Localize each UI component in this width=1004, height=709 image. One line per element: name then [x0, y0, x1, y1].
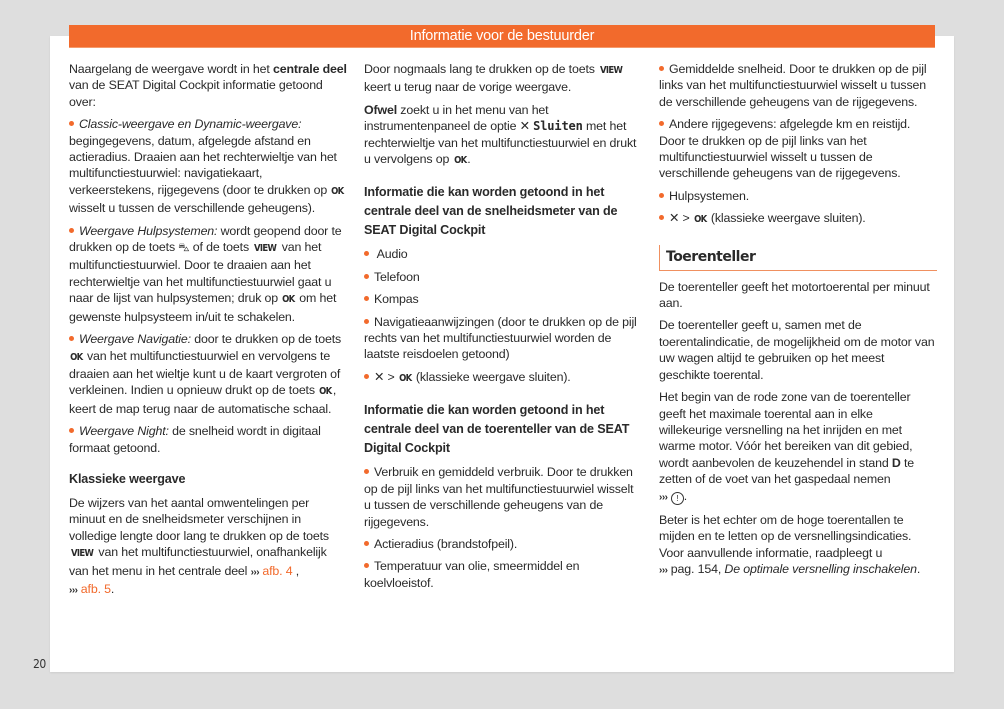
close-x-icon: ✕ [374, 369, 385, 384]
list-item: Weergave Night: de snelheid wordt in digitaal formaat getoond. [69, 424, 321, 455]
bullet-icon [69, 336, 74, 341]
ok-key-icon: OK [282, 294, 295, 306]
warning-circle-icon: ! [671, 492, 684, 505]
list-item: ✕ > OK (klassieke weergave sluiten). [364, 369, 642, 387]
close-x-icon: ✕ [669, 211, 680, 226]
page-reference-link[interactable]: De optimale versnelling inschakelen [724, 562, 917, 577]
reference-arrows-icon: ››› [250, 566, 260, 578]
ok-key-icon: OK [70, 351, 83, 363]
view-key-icon: VIEW [70, 548, 94, 560]
column-2 [364, 61, 642, 597]
bullet-icon [659, 66, 664, 71]
reference-arrows-icon: ››› [659, 565, 668, 577]
paragraph: De toerenteller geeft u, samen met de toerentalindicatie, de mogelijkheid om de motor van uw wagen altijd te gebruiken op het meest geschikte toerental. [659, 318, 935, 382]
ok-key-icon: OK [331, 185, 344, 197]
bullet-icon [659, 121, 664, 126]
paragraph: Door nogmaals lang te drukken op de toets VIEW keert u terug naar de vorige weergave. [364, 62, 623, 95]
list-item: Actieradius (brandstofpeil). [364, 536, 642, 552]
heading-klassieke-weergave: Klassieke weergave [69, 471, 186, 486]
figure-link-5[interactable]: afb. 5 [80, 581, 111, 596]
paragraph: Het begin van de rode zone van de toerenteller geeft het maximale toerental aan in elke willekeurige versnelling na het inrijden en met warme motor. Vóór het bereiken van dit gebied, wordt aanbevolen de keuzehendel in stand D te zetten of de voet van het gaspedaal nemen ››› ! . [659, 390, 915, 503]
column-1 [69, 61, 347, 605]
bullet-icon [69, 121, 74, 126]
bullet-icon [69, 428, 74, 433]
list-item: Audio [364, 246, 642, 262]
bullet-icon [364, 319, 369, 324]
bullet-icon [659, 215, 664, 220]
view-key-icon: VIEW [600, 65, 623, 76]
bullet-icon [364, 251, 369, 256]
paragraph: Ofwel zoekt u in het menu van het instrumentenpaneel de optie ✕ Sluiten met het rechterwieltje van het multifunctiestuurwiel en drukt u vervolgens op OK. [364, 102, 642, 170]
ok-key-icon: OK [319, 386, 332, 398]
list-item: Kompas [364, 291, 642, 307]
ok-key-icon: OK [694, 214, 707, 226]
heading-snelheidsmeter-info: Informatie die kan worden getoond in het centrale deel van de snelheidsmeter van de SEAT Digital Cockpit [364, 185, 618, 238]
view-key-icon: VIEW [254, 243, 277, 255]
bullet-icon [69, 228, 74, 233]
list-item: Weergave Hulpsystemen: wordt geopend door te drukken op de toets ⛍ of de toets VIEW van het multifunctiestuurwiel. Door te draaien aan het rechterwieltje van het multifunctiestuurwiel gaat u naar de lijst van hulpsystemen; druk op OK om het gewenste hulpsysteem in/uit te schakelen. [69, 223, 342, 324]
list-item: Temperatuur van olie, smeermiddel en koelvloeistof. [364, 559, 580, 590]
paragraph: Beter is het echter om de hoge toerentallen te mijden en te letten op de versnellingsindicaties. Voor aanvullende informatie, raadpleegt u ››› pag. 154, De optimale versnelling inschakelen. [659, 512, 921, 577]
paragraph: De wijzers van het aantal omwentelingen per minuut en de snelheidsmeter verschijnen in volledige lengte door lang te drukken op de toets VIEW van het multifunctiestuurwiel, onafhankelijk van het menu in het centrale deel ››› afb. 4 , ››› afb. 5. [69, 495, 329, 596]
driver-assist-car-icon: ⛍ [178, 242, 190, 255]
ok-key-icon: OK [399, 372, 412, 384]
bullet-icon [364, 374, 369, 379]
list-item: Gemiddelde snelheid. Door te drukken op de pijl links van het multifunctiestuurwiel wisselt u tussen de verschillende geheugens van de rijgegevens. [659, 62, 927, 109]
reference-arrows-icon: ››› [659, 491, 668, 503]
intro-paragraph: Naargelang de weergave wordt in het centrale deel van de SEAT Digital Cockpit informatie getoond over: [69, 62, 347, 109]
page-number: 20 [33, 657, 46, 671]
column-3 [659, 61, 937, 586]
bullet-icon [364, 296, 369, 301]
section-title-toerenteller: Toerenteller [659, 245, 937, 271]
bullet-icon [364, 469, 369, 474]
bullet-icon [364, 274, 369, 279]
paragraph: De toerenteller geeft het motortoerental per minuut aan. [659, 279, 930, 311]
sluiten-option: Sluiten [533, 119, 583, 134]
bullet-icon [364, 541, 369, 546]
close-x-icon: ✕ [519, 119, 530, 134]
list-item: Hulpsystemen. [659, 188, 937, 204]
list-item: Verbruik en gemiddeld verbruik. Door te drukken op de pijl links van het multifunctiestuurwiel wisselt u tussen de verschillende geheugens van de rijgegevens. [364, 465, 634, 529]
list-item: Weergave Navigatie: door te drukken op de toets OK van het multifunctiestuurwiel en vervolgens te draaien aan het wieltje kunt u de kaart vergroten of verkleinen. Indien u opnieuw drukt op de toets OK, keert de map terug naar de automatische schaal. [69, 332, 342, 416]
bullet-icon [659, 193, 664, 198]
figure-link-4[interactable]: afb. 4 [262, 563, 293, 578]
ok-key-icon: OK [453, 155, 467, 167]
list-item: Navigatieaanwijzingen (door te drukken op de pijl rechts van het multifunctiestuurwiel worden de laatste reisdoelen getoond) [364, 314, 637, 362]
reference-arrows-icon: ››› [69, 584, 78, 596]
list-item: Telefoon [364, 269, 642, 285]
heading-toerenteller-info: Informatie die kan worden getoond in het centrale deel van de toerenteller van de SEAT Digital Cockpit [364, 403, 630, 456]
list-item: ✕ > OK (klassieke weergave sluiten). [659, 210, 937, 228]
page-header-title: Informatie voor de bestuurder [69, 25, 935, 48]
bullet-icon [364, 563, 369, 568]
list-item: Classic-weergave en Dynamic-weergave: begingegevens, datum, afgelegde afstand en actieradius. Draaien aan het rechterwieltje van het multifunctiestuurwiel: navigatiekaart, verkeerstekens, rijgegevens (door te drukken op OK wisselt u tussen de verschillende geheugens). [69, 117, 344, 216]
list-item: Andere rijgegevens: afgelegde km en reistijd. Door te drukken op de pijl links van het multifunctiestuurwiel wisselt u tussen de verschillende geheugens van de rijgegevens. [659, 117, 911, 181]
